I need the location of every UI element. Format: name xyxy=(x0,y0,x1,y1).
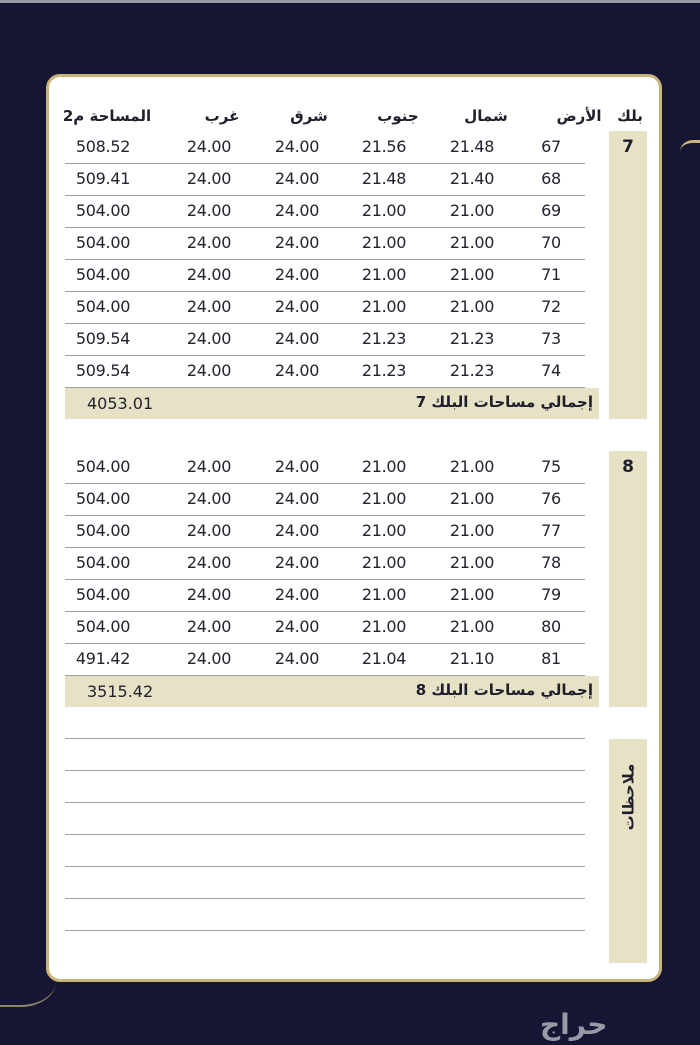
table-row xyxy=(65,291,585,324)
cell-plot: 76 xyxy=(541,489,561,508)
table-row xyxy=(65,163,585,196)
cell-west: 24.00 xyxy=(186,585,232,604)
cell-area: 504.00 xyxy=(75,489,131,508)
cell-area: 504.00 xyxy=(75,553,131,572)
cell-south: 21.00 xyxy=(361,521,407,540)
notes-line xyxy=(65,738,585,739)
cell-north: 21.00 xyxy=(449,553,495,572)
table-row xyxy=(65,579,585,612)
cell-north: 21.00 xyxy=(449,457,495,476)
block-total-row xyxy=(65,388,599,419)
cell-east: 24.00 xyxy=(274,297,320,316)
cell-plot: 78 xyxy=(541,553,561,572)
cell-west: 24.00 xyxy=(186,137,232,156)
table-row xyxy=(65,195,585,228)
table-row xyxy=(65,355,585,388)
notes-line xyxy=(65,898,585,899)
cell-west: 24.00 xyxy=(186,361,232,380)
cell-north: 21.48 xyxy=(449,137,495,156)
cell-east: 24.00 xyxy=(274,169,320,188)
cell-south: 21.00 xyxy=(361,553,407,572)
cell-area: 504.00 xyxy=(75,233,131,252)
cell-south: 21.00 xyxy=(361,585,407,604)
cell-area: 504.00 xyxy=(75,297,131,316)
cell-plot: 73 xyxy=(541,329,561,348)
cell-north: 21.00 xyxy=(449,297,495,316)
cell-plot: 75 xyxy=(541,457,561,476)
notes-line xyxy=(65,802,585,803)
header-north: شمال xyxy=(464,107,508,125)
cell-plot: 72 xyxy=(541,297,561,316)
cell-plot: 67 xyxy=(541,137,561,156)
cell-south: 21.00 xyxy=(361,457,407,476)
cell-area: 509.41 xyxy=(75,169,131,188)
cell-south: 21.00 xyxy=(361,489,407,508)
cell-east: 24.00 xyxy=(274,617,320,636)
block-7-number: 7 xyxy=(622,137,634,157)
cell-area: 491.42 xyxy=(75,649,131,668)
table-row xyxy=(65,643,585,676)
table-row xyxy=(65,227,585,260)
cell-south: 21.48 xyxy=(361,169,407,188)
cell-plot: 69 xyxy=(541,201,561,220)
cell-east: 24.00 xyxy=(274,521,320,540)
notes-line xyxy=(65,866,585,867)
cell-north: 21.00 xyxy=(449,201,495,220)
cell-area: 504.00 xyxy=(75,265,131,284)
cell-east: 24.00 xyxy=(274,649,320,668)
cell-west: 24.00 xyxy=(186,617,232,636)
cell-north: 21.00 xyxy=(449,617,495,636)
cell-east: 24.00 xyxy=(274,457,320,476)
cell-area: 509.54 xyxy=(75,361,131,380)
block-total-label: إجمالي مساحات البلك 7 xyxy=(415,393,593,411)
cell-plot: 79 xyxy=(541,585,561,604)
table-row xyxy=(65,611,585,644)
cell-west: 24.00 xyxy=(186,553,232,572)
notes-line xyxy=(65,930,585,931)
header-plot: الأرض xyxy=(556,107,602,125)
cell-north: 21.00 xyxy=(449,265,495,284)
cell-south: 21.56 xyxy=(361,137,407,156)
cell-north: 21.00 xyxy=(449,489,495,508)
cell-area: 504.00 xyxy=(75,457,131,476)
block-8-number: 8 xyxy=(622,457,634,477)
cell-west: 24.00 xyxy=(186,521,232,540)
cell-east: 24.00 xyxy=(274,265,320,284)
cell-east: 24.00 xyxy=(274,329,320,348)
cell-north: 21.23 xyxy=(449,361,495,380)
cell-south: 21.04 xyxy=(361,649,407,668)
cell-area: 509.54 xyxy=(75,329,131,348)
cell-west: 24.00 xyxy=(186,329,232,348)
notes-column xyxy=(609,739,647,963)
cell-south: 21.00 xyxy=(361,297,407,316)
header-east: شرق xyxy=(290,107,328,125)
table-row xyxy=(65,515,585,548)
table-row xyxy=(65,451,585,484)
cell-south: 21.00 xyxy=(361,233,407,252)
cell-area: 504.00 xyxy=(75,617,131,636)
table-row xyxy=(65,323,585,356)
notes-line xyxy=(65,834,585,835)
cell-west: 24.00 xyxy=(186,201,232,220)
cell-west: 24.00 xyxy=(186,265,232,284)
block-total-label: إجمالي مساحات البلك 8 xyxy=(415,681,593,699)
cell-plot: 74 xyxy=(541,361,561,380)
block-total-row xyxy=(65,676,599,707)
cell-east: 24.00 xyxy=(274,553,320,572)
cell-south: 21.00 xyxy=(361,265,407,284)
header-west: غرب xyxy=(204,107,240,125)
cell-west: 24.00 xyxy=(186,457,232,476)
cell-west: 24.00 xyxy=(186,297,232,316)
cell-north: 21.00 xyxy=(449,585,495,604)
notes-title-wrap xyxy=(609,747,647,847)
cell-north: 21.00 xyxy=(449,233,495,252)
decorative-arc xyxy=(680,140,700,163)
block-8-column xyxy=(609,451,647,707)
cell-plot: 68 xyxy=(541,169,561,188)
watermark-logo: حراج xyxy=(540,1008,608,1041)
header-block: بلك xyxy=(617,107,643,125)
plot-table-card xyxy=(46,74,662,982)
cell-plot: 81 xyxy=(541,649,561,668)
header-area: المساحة م2 xyxy=(62,107,152,125)
cell-plot: 71 xyxy=(541,265,561,284)
cell-east: 24.00 xyxy=(274,489,320,508)
table-row xyxy=(65,259,585,292)
block-total-value: 4053.01 xyxy=(87,394,154,413)
table-row xyxy=(65,547,585,580)
table-row xyxy=(65,483,585,516)
cell-north: 21.40 xyxy=(449,169,495,188)
cell-area: 504.00 xyxy=(75,201,131,220)
cell-south: 21.00 xyxy=(361,201,407,220)
cell-area: 508.52 xyxy=(75,137,131,156)
cell-west: 24.00 xyxy=(186,169,232,188)
cell-west: 24.00 xyxy=(186,489,232,508)
cell-north: 21.23 xyxy=(449,329,495,348)
cell-west: 24.00 xyxy=(186,649,232,668)
notes-line xyxy=(65,770,585,771)
table-row xyxy=(65,131,585,164)
block-total-value: 3515.42 xyxy=(87,682,154,701)
cell-east: 24.00 xyxy=(274,201,320,220)
cell-north: 21.00 xyxy=(449,521,495,540)
cell-north: 21.10 xyxy=(449,649,495,668)
cell-east: 24.00 xyxy=(274,361,320,380)
block-7-column xyxy=(609,131,647,419)
cell-east: 24.00 xyxy=(274,233,320,252)
header-south: جنوب xyxy=(377,107,419,125)
cell-plot: 70 xyxy=(541,233,561,252)
cell-plot: 80 xyxy=(541,617,561,636)
top-strip xyxy=(0,0,700,3)
cell-south: 21.23 xyxy=(361,361,407,380)
cell-area: 504.00 xyxy=(75,521,131,540)
cell-plot: 77 xyxy=(541,521,561,540)
cell-east: 24.00 xyxy=(274,137,320,156)
notes-title: ملاحظات xyxy=(619,763,637,831)
cell-south: 21.00 xyxy=(361,617,407,636)
cell-south: 21.23 xyxy=(361,329,407,348)
cell-west: 24.00 xyxy=(186,233,232,252)
cell-area: 504.00 xyxy=(75,585,131,604)
cell-east: 24.00 xyxy=(274,585,320,604)
